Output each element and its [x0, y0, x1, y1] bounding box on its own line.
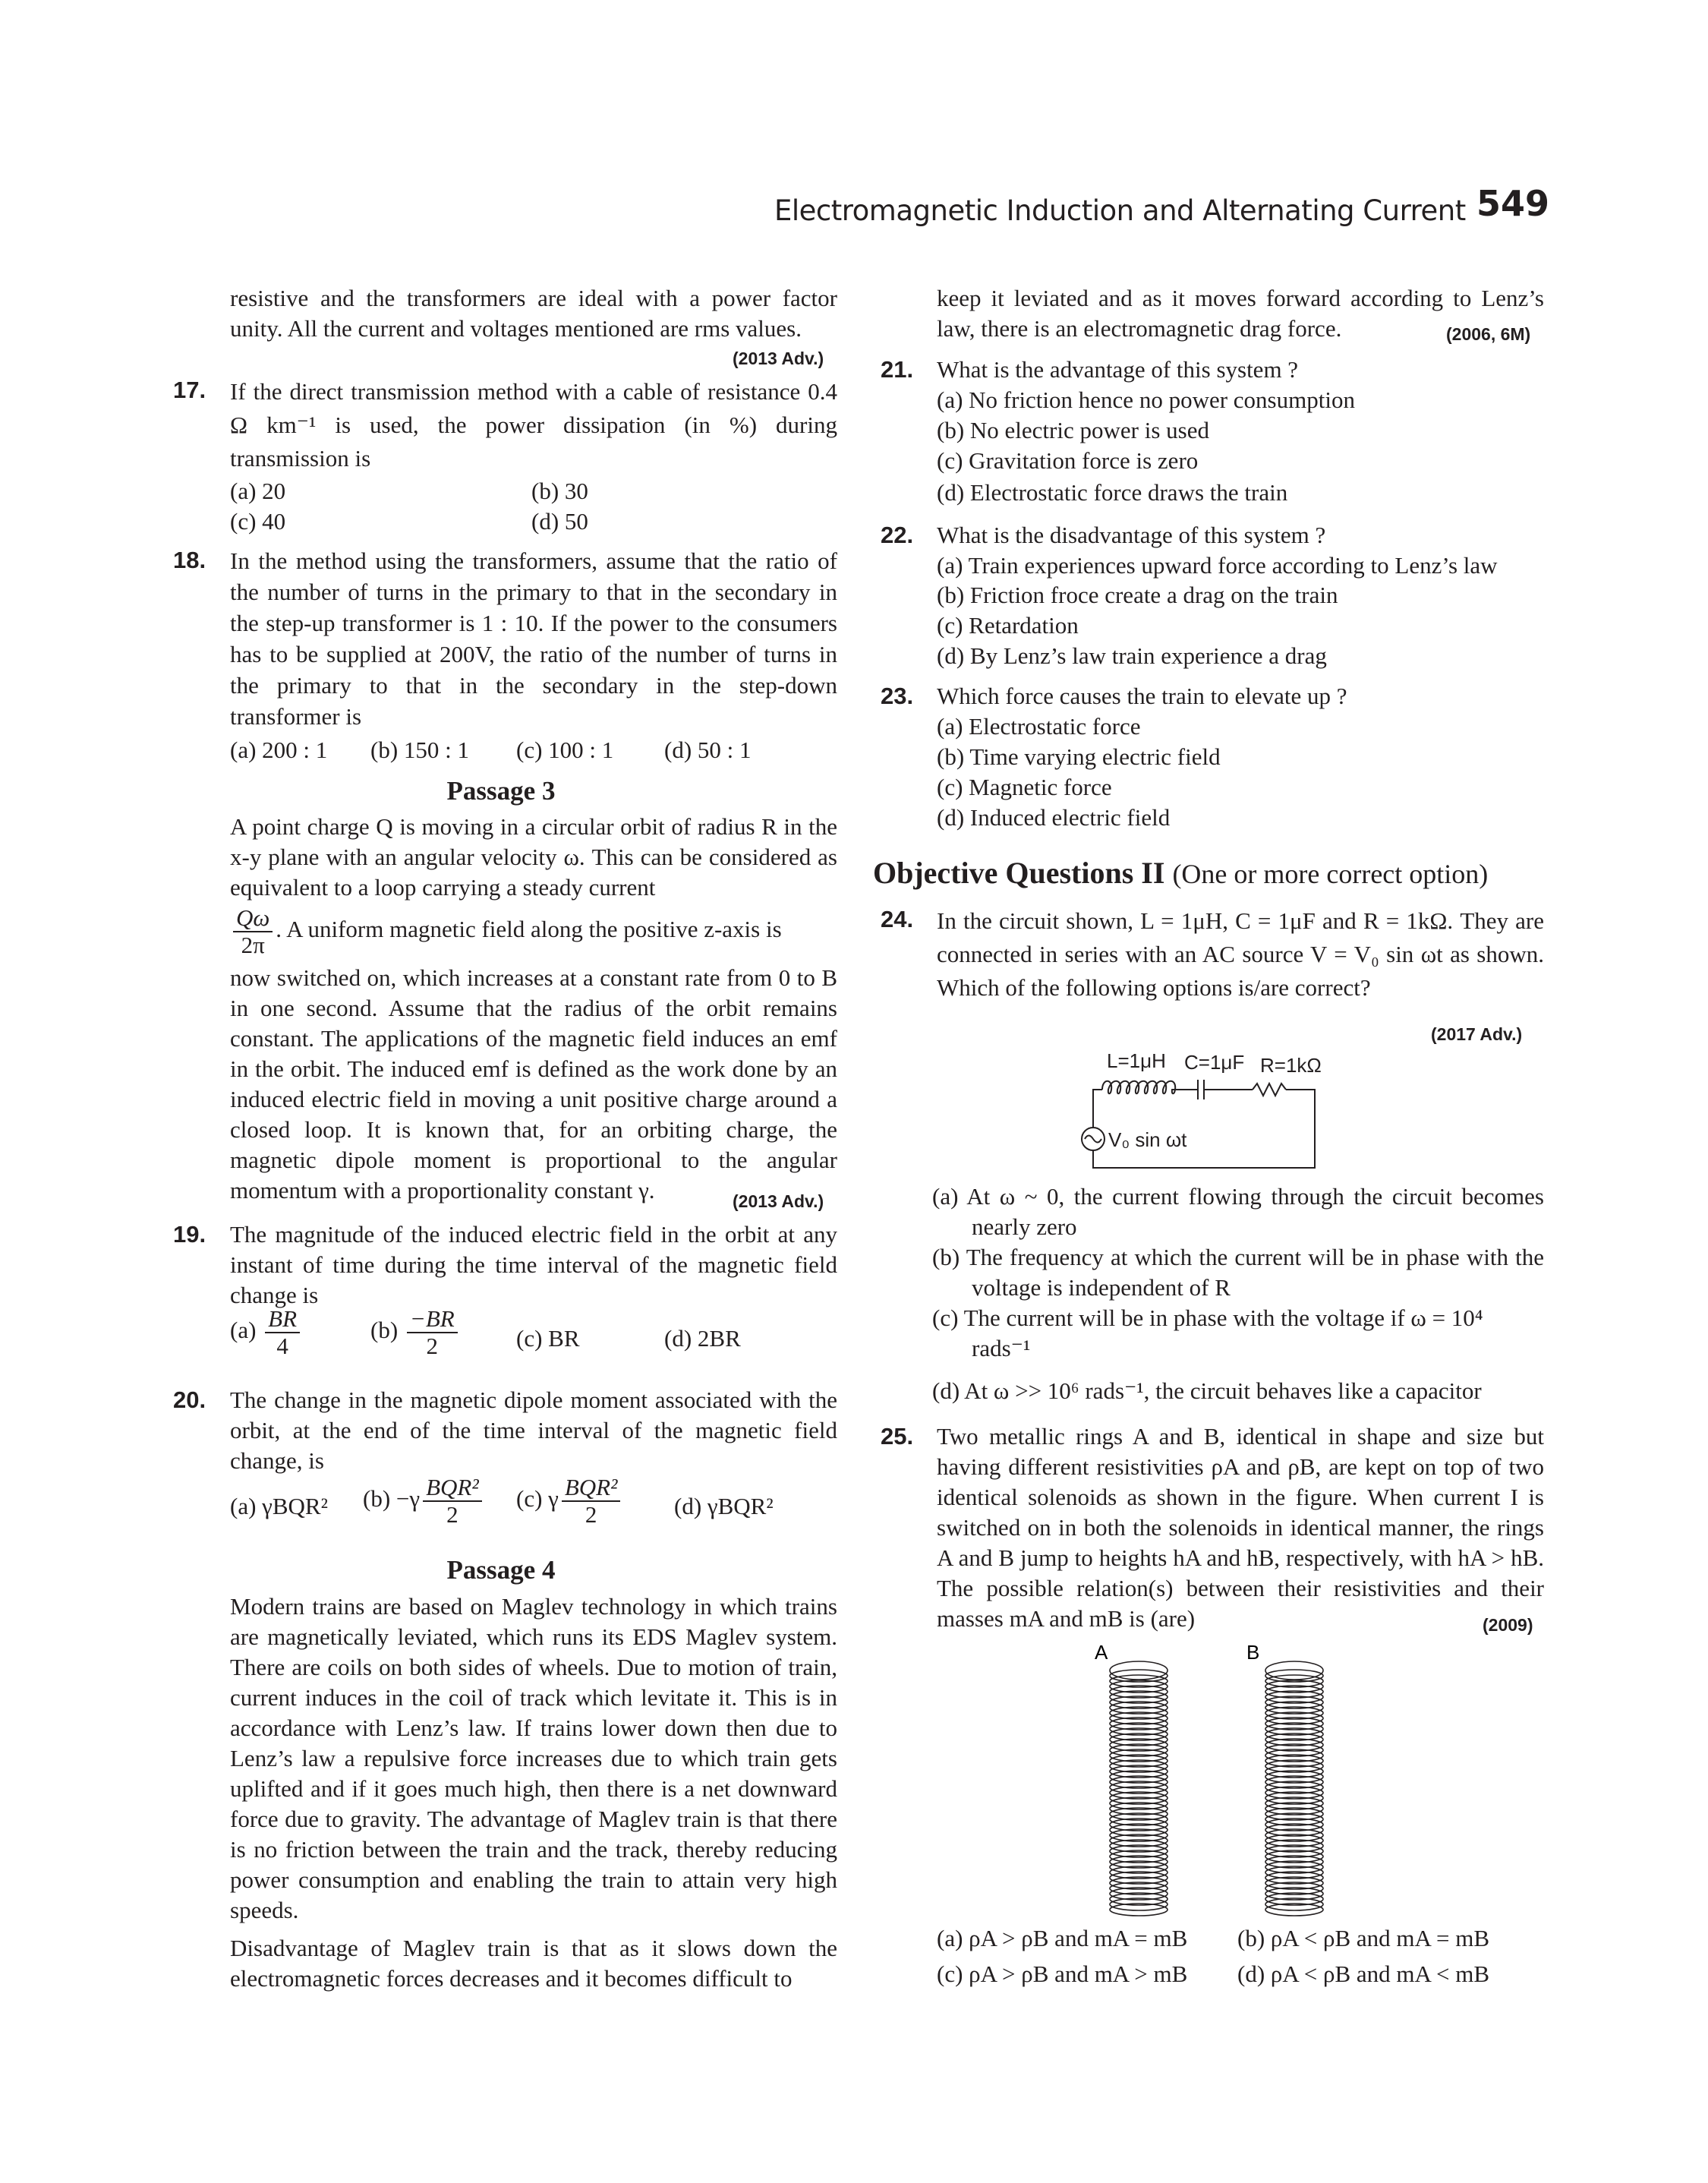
fraction: $\frac{\text{BQR²}}{2}$	[562, 1475, 621, 1528]
option-c: (c) The current will be in phase with the voltage if ω = 10⁴ rads⁻¹	[932, 1304, 1483, 1361]
option-c: (c) 100 : 1	[516, 737, 614, 763]
solenoid-b-label: B	[1246, 1641, 1260, 1664]
solenoid-b	[1265, 1661, 1323, 1916]
fraction: $\frac{-BR}{2}$	[407, 1306, 458, 1359]
page-number: 549	[1476, 183, 1550, 224]
solenoid-a	[1110, 1661, 1168, 1916]
option-a: (a) No friction hence no power consumption	[937, 386, 1355, 413]
option-d: (d) 50 : 1	[664, 737, 752, 763]
option-b: (b) 150 : 1	[370, 737, 470, 763]
question-number: 18.	[173, 547, 206, 573]
option-d: (d) Electrostatic force draws the train	[937, 479, 1288, 506]
option-c: (c) Retardation	[937, 612, 1079, 639]
option-a: (a) ρA > ρB and mA = mB	[937, 1925, 1188, 1951]
option-c: (c) ρA > ρB and mA > mB	[937, 1961, 1188, 1987]
source-tag: (2017 Adv.)	[1431, 1024, 1523, 1044]
option-d: (d) γBQR²	[674, 1493, 774, 1519]
question-number: 21.	[881, 356, 914, 383]
option-b: (b) 30	[531, 478, 588, 504]
fraction: $\frac{BR}{4}$	[265, 1306, 300, 1359]
question-number: 19.	[173, 1221, 206, 1248]
option-b: (b) ρA < ρB and mA = mB	[1237, 1925, 1489, 1951]
question-text: If the direct transmission method with a cable of resistance 0.4 Ω km⁻¹ is used, the power dissipation (in %) during transmission is	[230, 378, 837, 472]
option-b: (b) −γ $\frac{\text{BQR²}}{2}$	[363, 1475, 485, 1528]
capacitor-label: C=1μF	[1184, 1051, 1245, 1074]
question-text: In the method using the transformers, assume that the ratio of the number of turns in the primary to that in the secondary in the step-up transformer is 1 : 10. If the power to the consumers has to be supplied at 200V, the ratio of the number of turns in the primary to that in the secondary in the step-down transformer is	[230, 547, 837, 730]
section-heading: Objective Questions II (One or more correct option)	[873, 856, 1489, 890]
resistor	[1253, 1084, 1286, 1096]
question-text: Which force causes the train to elevate up ?	[937, 683, 1347, 709]
option-c: (c) 40	[230, 508, 286, 535]
source-tag: (2013 Adv.)	[733, 1191, 824, 1211]
option-a: (a) Train experiences upward force according to Lenz’s law	[937, 552, 1498, 579]
option-b: (b) Friction froce create a drag on the train	[937, 582, 1338, 608]
passage-text: Modern trains are based on Maglev technology in which trains are magnetically leviated, which runs its EDS Maglev system. There are coils on both sides of wheels. Due to motion of train, current induces in the coil of track which levitate it. This is in accordance with Lenz’s law. If trains lower down then due to Lenz’s law a repulsive force increases due to which train gets uplifted and if it goes much high, then there is a net downward force due to gravity. The advantage of Maglev train is that there is no friction between the train and the track, thereby reducing power consumption and enabling the train to attain very high speeds.	[230, 1593, 837, 1923]
option-b: (b) $\frac{-BR}{2}$	[370, 1306, 461, 1359]
question-text: In the circuit shown, L = 1μH, C = 1μF and R = 1kΩ. They are connected in series with an AC source V = V₀ sin ωt as shown. Which of the following options is/are correct?	[937, 907, 1544, 1001]
continued-text: keep it leviated and as it moves forward according to Lenz’s law, there is an electromagnetic drag force.	[937, 285, 1544, 342]
passage-title: Passage 4	[446, 1555, 556, 1585]
source-label: V₀ sin ωt	[1108, 1128, 1187, 1151]
question-number: 22.	[881, 522, 914, 548]
fraction: $\frac{Q\omega}{2\pi}$	[233, 905, 273, 958]
inductor-coil	[1102, 1081, 1177, 1094]
option-b: (b) The frequency at which the current will be in phase with the voltage is independent of R	[932, 1244, 1544, 1301]
question-text: The change in the magnetic dipole moment associated with the orbit, at the end of the time interval of the magnetic field change, is	[230, 1386, 837, 1474]
question-text: The magnitude of the induced electric field in the orbit at any instant of time during the time interval of the magnetic field change is	[230, 1221, 837, 1308]
solenoid-a-label: A	[1095, 1641, 1108, 1664]
solenoid-figure	[1078, 1640, 1351, 1921]
option-c: (c) BR	[516, 1325, 580, 1352]
option-a: (a) $\frac{BR}{4}$	[230, 1306, 303, 1359]
option-a: (a) γBQR²	[230, 1493, 328, 1519]
intro-text: resistive and the transformers are ideal with a power factor unity. All the current and voltages mentioned are rms values.	[230, 285, 837, 342]
passage-title: Passage 3	[446, 776, 556, 806]
option-b: (b) No electric power is used	[937, 417, 1209, 443]
option-a: (a) At ω ~ 0, the current flowing through the circuit becomes nearly zero	[932, 1183, 1544, 1240]
option-a: (a) Electrostatic force	[937, 713, 1141, 740]
rlc-circuit-diagram	[1078, 1040, 1366, 1192]
option-a: (a) 20	[230, 478, 286, 504]
passage-current-line: $\frac{Q\omega}{2\pi}$ . A uniform magnetic field along the positive z-axis is	[230, 905, 837, 958]
option-d: (d) ρA < ρB and mA < mB	[1237, 1961, 1489, 1987]
option-c: (c) γ $\frac{\text{BQR²}}{2}$	[516, 1475, 623, 1528]
option-d: (d) 2BR	[664, 1325, 741, 1352]
question-number: 25.	[881, 1423, 914, 1450]
passage-text: Disadvantage of Maglev train is that as it slows down the electromagnetic forces decreases and it becomes difficult to	[230, 1935, 837, 1992]
question-number: 20.	[173, 1386, 206, 1413]
inductor-label: L=1μH	[1107, 1049, 1166, 1072]
option-d: (d) At ω >> 10⁶ rads⁻¹, the circuit behaves like a capacitor	[932, 1377, 1482, 1404]
option-d: (d) Induced electric field	[937, 804, 1171, 831]
source-tag: (2006, 6M)	[1446, 324, 1531, 344]
question-number: 24.	[881, 906, 914, 932]
resistor-label: R=1kΩ	[1260, 1054, 1322, 1077]
source-tag: (2013 Adv.)	[733, 349, 824, 368]
option-d: (d) By Lenz’s law train experience a drag	[937, 642, 1327, 669]
option-b: (b) Time varying electric field	[937, 743, 1221, 770]
running-title: Electromagnetic Induction and Alternating Current	[774, 194, 1466, 227]
question-number: 17.	[173, 377, 206, 403]
question-text: What is the disadvantage of this system ?	[937, 522, 1326, 548]
option-c: (c) Magnetic force	[937, 774, 1112, 800]
question-text: Two metallic rings A and B, identical in shape and size but having different resistivities ρA and ρB, are kept on top of two identical solenoids as shown in the figure. When current I is switched on in both the solenoids in identical manner, the rings A and B jump to heights hA and hB, respectively, with hA > hB. The possible relation(s) between their resistivities and their masses mA and mB is (are)	[937, 1423, 1544, 1632]
question-text: What is the advantage of this system ?	[937, 356, 1299, 383]
fraction: $\frac{\text{BQR²}}{2}$	[423, 1475, 482, 1528]
passage-text: now switched on, which increases at a constant rate from 0 to B in one second. Assume that the radius of the orbit remains constant. The applications of the magnetic field induces an emf in the orbit. The induced emf is defined as the work done by an induced electric field in moving a unit positive charge around a closed loop. It is known that, for an orbiting charge, the magnetic dipole moment is proportional to the angular momentum with a proportionality constant γ.	[230, 964, 837, 1203]
option-a: (a) 200 : 1	[230, 737, 328, 763]
option-d: (d) 50	[531, 508, 588, 535]
question-number: 23.	[881, 683, 914, 709]
option-c: (c) Gravitation force is zero	[937, 447, 1199, 474]
source-tag: (2009)	[1483, 1615, 1533, 1635]
passage-text: A point charge Q is moving in a circular orbit of radius R in the x-y plane with an angular velocity ω. This can be considered as equivalent to a loop carrying a steady current	[230, 813, 837, 901]
